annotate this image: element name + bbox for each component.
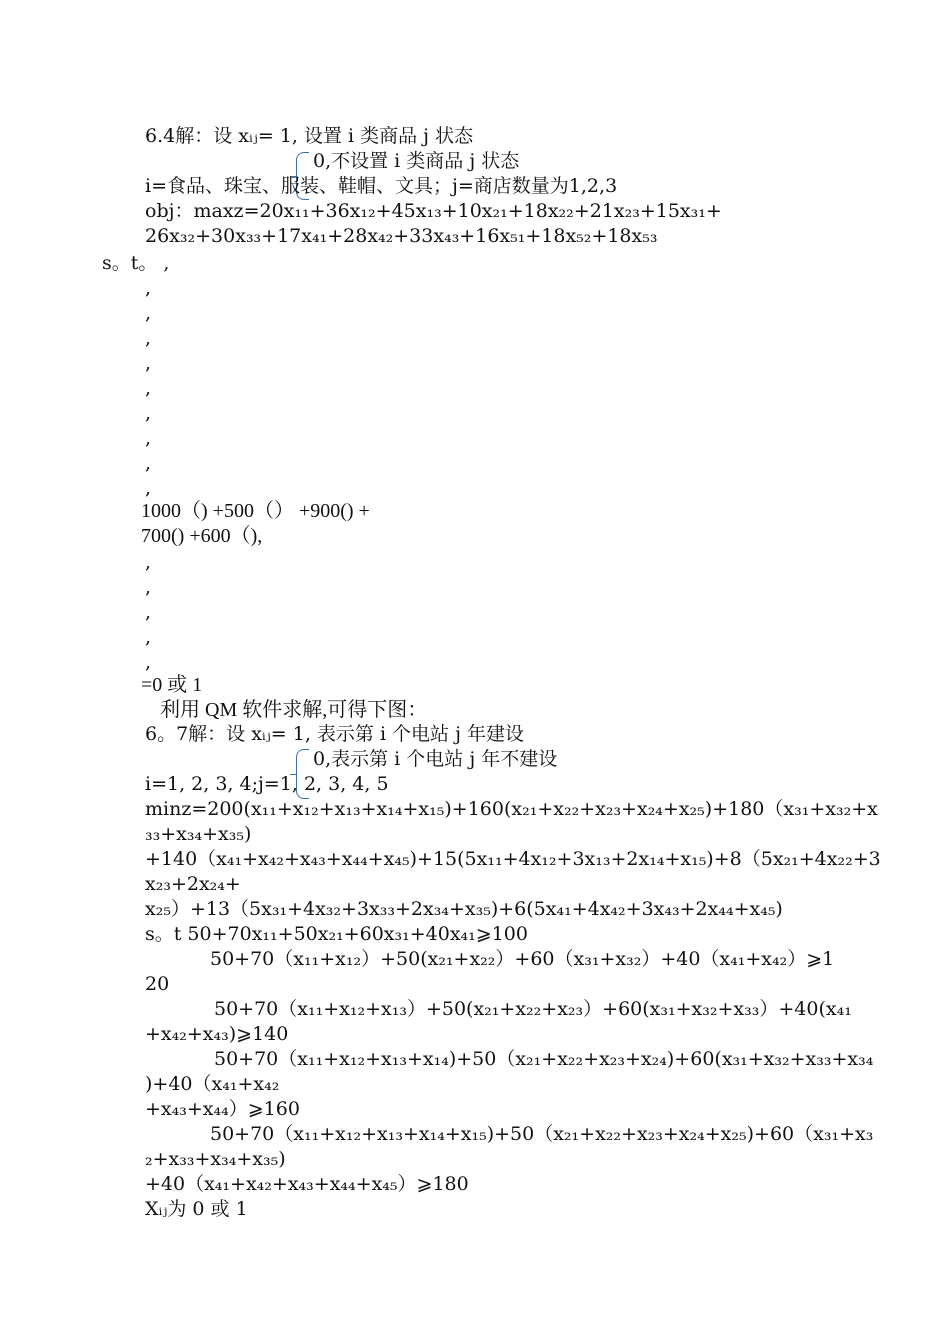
constraint-line: , xyxy=(145,626,152,648)
binary-constraint: Xᵢⱼ为 0 或 1 xyxy=(145,1198,248,1220)
constraint-year-5-cont: ₂+x₃₃+x₃₄+x₃₅) xyxy=(145,1148,286,1170)
constraint-line: , xyxy=(145,452,152,474)
constraint-line: , xyxy=(145,402,152,424)
constraint-line: , xyxy=(145,651,152,673)
constraint-line: , xyxy=(145,327,152,349)
objective-line-4: x₂₃+2x₂₄+ xyxy=(145,873,241,895)
constraint-line: , xyxy=(145,377,152,399)
binary-constraint: =0 或 1 xyxy=(141,674,203,696)
objective-line-1: obj：maxz=20x₁₁+36x₁₂+45x₁₃+10x₂₁+18x₂₂+21x₂₃+15x₃₁+ xyxy=(145,200,722,222)
constraint-line: , xyxy=(145,576,152,598)
constraint-year-4: 50+70（x₁₁+x₁₂+x₁₃+x₁₄)+50（x₂₁+x₂₂+x₂₃+x₂₄)+60(x₃₁+x₃₂+x₃₃+x₃₄ xyxy=(214,1048,874,1070)
variable-zero-case: 0,不设置 i 类商品 j 状态 xyxy=(313,150,520,172)
index-definition: i=1, 2, 3, 4;j=1, 2, 3, 4, 5 xyxy=(145,773,389,795)
constraint-line: , xyxy=(145,477,152,499)
constraint-year-5: 50+70（x₁₁+x₁₂+x₁₃+x₁₄+x₁₅)+50（x₂₁+x₂₂+x₂₃+x₂₄+x₂₅)+60（x₃₁+x₃ xyxy=(210,1123,874,1145)
constraint-line: , xyxy=(145,427,152,449)
constraint-line: , xyxy=(145,601,152,623)
budget-constraint-line-2: 700() +600（), xyxy=(141,525,263,547)
constraint-year-2-cont: 20 xyxy=(145,973,170,995)
constraint-year-2: 50+70（x₁₁+x₁₂）+50(x₂₁+x₂₂）+60（x₃₁+x₃₂）+40（x₄₁+x₄₂）⩾1 xyxy=(210,948,835,970)
problem-6-4-heading: 6.4解：设 xᵢⱼ= 1, 设置 i 类商品 j 状态 xyxy=(145,125,474,147)
constraint-year-3: 50+70（x₁₁+x₁₂+x₁₃）+50(x₂₁+x₂₂+x₂₃）+60(x₃₁+x₃₂+x₃₃）+40(x₄₁ xyxy=(214,998,852,1020)
constraint-year-1: s。t 50+70x₁₁+50x₂₁+60x₃₁+40x₄₁⩾100 xyxy=(145,923,528,945)
subject-to-label: s。t。 , xyxy=(102,252,170,274)
constraint-year-4-cont: )+40（x₄₁+x₄₂ xyxy=(145,1073,280,1095)
constraint-year-5-cont: +40（x₄₁+x₄₂+x₄₃+x₄₄+x₄₅）⩾180 xyxy=(145,1173,469,1195)
objective-line-2: 26x₃₂+30x₃₃+17x₄₁+28x₄₂+33x₄₃+16x₅₁+18x₅₂+18x₅₃ xyxy=(145,225,658,247)
problem-6-7-heading: 6。7解：设 xᵢⱼ= 1, 表示第 i 个电站 j 年建设 xyxy=(145,723,525,745)
constraint-line: , xyxy=(145,302,152,324)
constraint-line: , xyxy=(145,277,152,299)
objective-line-2: ₃₃+x₃₄+x₃₅) xyxy=(145,823,252,845)
budget-constraint-line-1: 1000（) +500（） +900() + xyxy=(141,500,370,522)
index-definition: i=食品、珠宝、服装、鞋帽、文具；j=商店数量为1,2,3 xyxy=(145,175,618,197)
objective-line-3: +140（x₄₁+x₄₂+x₄₃+x₄₄+x₄₅)+15(5x₁₁+4x₁₂+3x₁₃+2x₁₄+x₁₅)+8（5x₂₁+4x₂₂+3 xyxy=(145,848,881,870)
qm-solution-note: 利用 QM 软件求解,可得下图： xyxy=(160,699,428,721)
constraint-line: , xyxy=(145,352,152,374)
constraint-line: , xyxy=(145,551,152,573)
variable-zero-case: 0,表示第 i 个电站 j 年不建设 xyxy=(313,748,558,770)
constraint-year-3-cont: +x₄₂+x₄₃)⩾140 xyxy=(145,1023,289,1045)
objective-line-1: minz=200(x₁₁+x₁₂+x₁₃+x₁₄+x₁₅)+160(x₂₁+x₂₂+x₂₃+x₂₄+x₂₅)+180（x₃₁+x₃₂+x xyxy=(145,798,878,820)
constraint-year-4-cont: +x₄₃+x₄₄）⩾160 xyxy=(145,1098,300,1120)
objective-line-5: x₂₅）+13（5x₃₁+4x₃₂+3x₃₃+2x₃₄+x₃₅)+6(5x₄₁+4x₄₂+3x₄₃+2x₄₄+x₄₅) xyxy=(145,898,783,920)
